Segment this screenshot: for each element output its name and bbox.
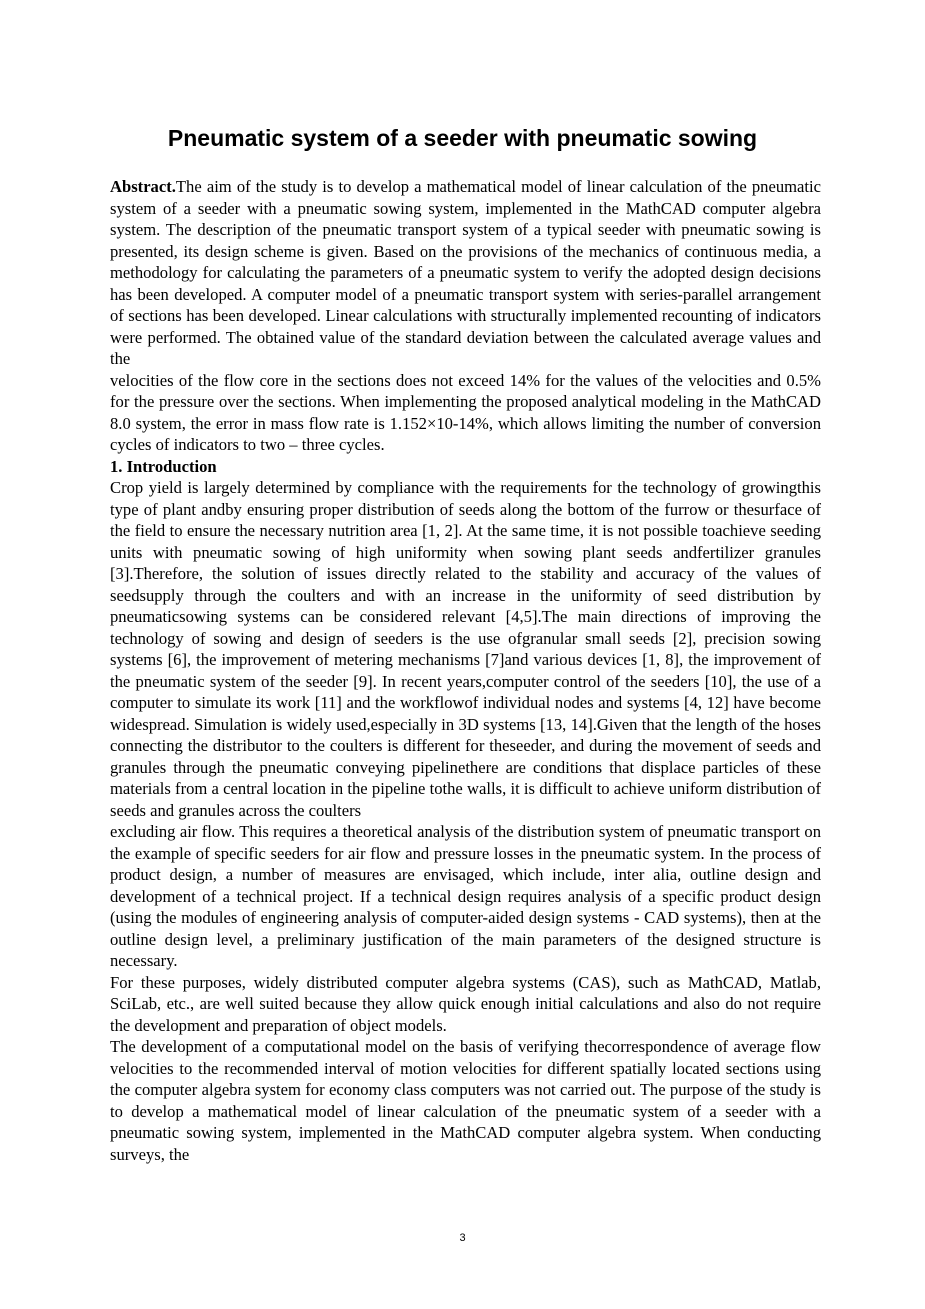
- paper-body: [110, 176, 821, 1165]
- intro-paragraph-2: excluding air flow. This requires a theoretical analysis of the distribution system of pneumatic transport on the example of specific seeders for air flow and pressure losses in the pneumatic system. In the process of product design, a number of measures are envisaged, which include, inter alia, outline design and development of a technical project. If a technical design requires analysis of a specific product design (using the modules of engineering analysis of computer-aided design systems - CAD systems), then at the outline design level, a preliminary justification of the main parameters of the designed structure is necessary.: [110, 822, 821, 970]
- paper-title: Pneumatic system of a seeder with pneumatic sowing: [167, 125, 758, 151]
- intro-paragraph-1: Crop yield is largely determined by compliance with the requirements for the technology of growingthis type of plant andby ensuring proper distribution of seeds along the bottom of the furrow or thesurface of the field to ensure the necessary nutrition area [1, 2]. At the same time, it is not possible toachieve seeding units with pneumatic sowing of high uniformity when sowing plant seeds andfertilizer granules [3].Therefore, the solution of issues directly related to the stability and accuracy of the values of seedsupply through the coulters and with an increase in the uniformity of seed distribution by pneumaticsowing systems can be considered relevant [4,5].The main directions of improving the technology of sowing and design of seeders is the use ofgranular small seeds [2], precision sowing systems [6], the improvement of metering mechanisms [7]and various devices [1, 8], the improvement of the pneumatic system of the seeder [9]. In recent years,computer control of the seeders [10], the use of a computer to simulate its work [11] and the workflowof individual nodes and systems [4, 12] have become widespread. Simulation is widely used,especially in 3D systems [13, 14].Given that the length of the hoses connecting the distributor to the coulters is different for theseeder, and during the movement of seeds and granules through the pneumatic conveying pipelinethere are conditions that displace particles of these materials from a central location in the pipeline tothe walls, it is difficult to achieve uniform distribution of seeds and granules across the coulters: [110, 478, 821, 820]
- page-number: 3: [459, 1232, 466, 1244]
- intro-paragraph-3: For these purposes, widely distributed computer algebra systems (CAS), such as MathCAD, Matlab, SciLab, etc., are well suited because they allow quick enough initial calculations and also do not require the development and preparation of object models.: [110, 972, 821, 1035]
- abstract-paragraph-continued: velocities of the flow core in the sections does not exceed 14% for the values of the velocities and 0.5% for the pressure over the sections. When implementing the proposed analytical modeling in the MathCAD 8.0 system, the error in mass flow rate is 1.152×10-14%, which allows limiting the number of conversion cycles of indicators to two – three cycles.: [110, 370, 821, 454]
- intro-paragraph-4: The development of a computational model on the basis of verifying thecorrespondence of average flow velocities to the recommended interval of motion velocities for different spatially located sections using the computer algebra system for economy class computers was not carried out. The purpose of the study is to develop a mathematical model of linear calculation of the pneumatic system of a seeder with a pneumatic sowing system, implemented in the MathCAD computer algebra system. When conducting surveys, the: [110, 1037, 821, 1164]
- section-heading-introduction: 1. Introduction: [110, 456, 217, 476]
- abstract-label: Abstract.: [110, 177, 176, 196]
- abstract-text-1: The aim of the study is to develop a mathematical model of linear calculation of the pneumatic system of a seeder with a pneumatic sowing system, implemented in the MathCAD computer algebra system. The description of the pneumatic transport system of a typical seeder with pneumatic sowing is presented, its design scheme is given. Based on the provisions of the mechanics of continuous media, a methodology for calculating the parameters of a pneumatic system to verify the adopted design decisions has been developed. A computer model of a pneumatic transport system with series-parallel arrangement of sections has been developed. Linear calculations with structurally implemented recounting of indicators were performed. The obtained value of the standard deviation between the calculated average values and the: [110, 177, 821, 368]
- abstract-paragraph: [110, 176, 821, 370]
